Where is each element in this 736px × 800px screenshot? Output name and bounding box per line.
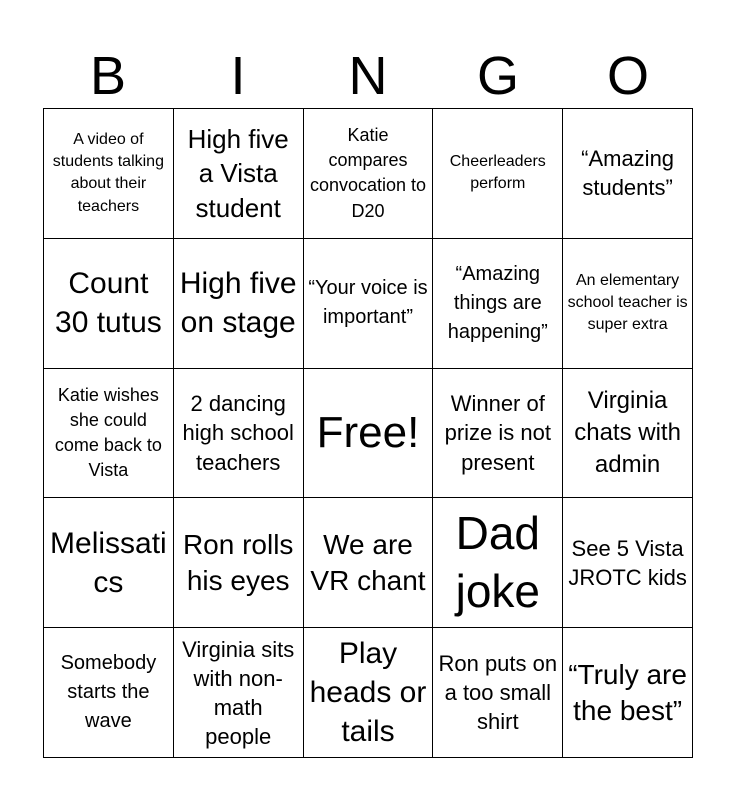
cell-text: “Amazing students” <box>581 146 675 201</box>
bingo-cell[interactable] <box>433 369 563 499</box>
bingo-cell[interactable] <box>304 109 434 239</box>
bingo-cell[interactable] <box>433 109 563 239</box>
bingo-cell[interactable] <box>563 498 693 628</box>
bingo-board <box>43 108 693 758</box>
free-space-text: Free! <box>316 408 420 458</box>
bingo-cell[interactable] <box>433 628 563 758</box>
bingo-cell[interactable] <box>563 109 693 239</box>
bingo-header <box>43 44 693 108</box>
cell-text: Count 30 tutus <box>55 267 162 340</box>
bingo-cell[interactable] <box>563 239 693 369</box>
cell-text: Katie compares convocation to D20 <box>309 125 427 221</box>
bingo-cell[interactable] <box>174 628 304 758</box>
bingo-cell[interactable] <box>433 239 563 369</box>
cell-text: High five a Vista student <box>187 123 289 223</box>
bingo-cell[interactable] <box>174 109 304 239</box>
cell-text: Dad joke <box>455 507 540 617</box>
bingo-cell[interactable] <box>174 498 304 628</box>
cell-text: Virginia sits with non-math people <box>182 636 295 749</box>
cell-text: “Your voice is important” <box>308 277 428 329</box>
bingo-cell[interactable] <box>44 498 174 628</box>
cell-text: We are VR chant <box>310 528 426 596</box>
cell-text: An elementary school teacher is super extra <box>567 271 688 334</box>
bingo-cell[interactable] <box>174 369 304 499</box>
bingo-cell[interactable] <box>304 239 434 369</box>
cell-text: High five on stage <box>179 267 297 340</box>
header-letter-o: O <box>606 46 649 106</box>
cell-text: Melissatics <box>50 526 167 599</box>
bingo-cell[interactable] <box>174 239 304 369</box>
bingo-cell[interactable] <box>44 628 174 758</box>
cell-text: “Amazing things are happening” <box>447 262 548 343</box>
cell-text: 2 dancing high school teachers <box>182 391 294 475</box>
cell-text: Ron rolls his eyes <box>182 528 294 596</box>
bingo-cell[interactable] <box>304 498 434 628</box>
bingo-cell[interactable] <box>433 498 563 628</box>
cell-text: See 5 Vista JROTC kids <box>568 535 687 590</box>
free-space-cell[interactable] <box>304 369 434 499</box>
cell-text: Cheerleaders perform <box>449 153 546 193</box>
header-letter-n: N <box>348 46 388 106</box>
bingo-cell[interactable] <box>304 628 434 758</box>
bingo-cell[interactable] <box>563 628 693 758</box>
bingo-cell[interactable] <box>44 239 174 369</box>
cell-text: “Truly are the best” <box>568 658 687 726</box>
cell-text: Ron puts on a too small shirt <box>438 651 558 735</box>
bingo-cell[interactable] <box>44 369 174 499</box>
cell-text: Katie wishes she could come back to Vista <box>54 384 162 481</box>
cell-text: A video of students talking about their teachers <box>52 130 164 215</box>
cell-text: Play heads or tails <box>309 637 427 749</box>
cell-text: Virginia chats with admin <box>574 387 681 478</box>
header-letter-b: B <box>89 46 127 106</box>
bingo-cell[interactable] <box>563 369 693 499</box>
header-letter-g: G <box>476 46 519 106</box>
bingo-cell[interactable] <box>44 109 174 239</box>
header-letter-i: I <box>230 46 246 106</box>
cell-text: Somebody starts the wave <box>60 652 157 733</box>
cell-text: Winner of prize is not present <box>444 391 551 475</box>
